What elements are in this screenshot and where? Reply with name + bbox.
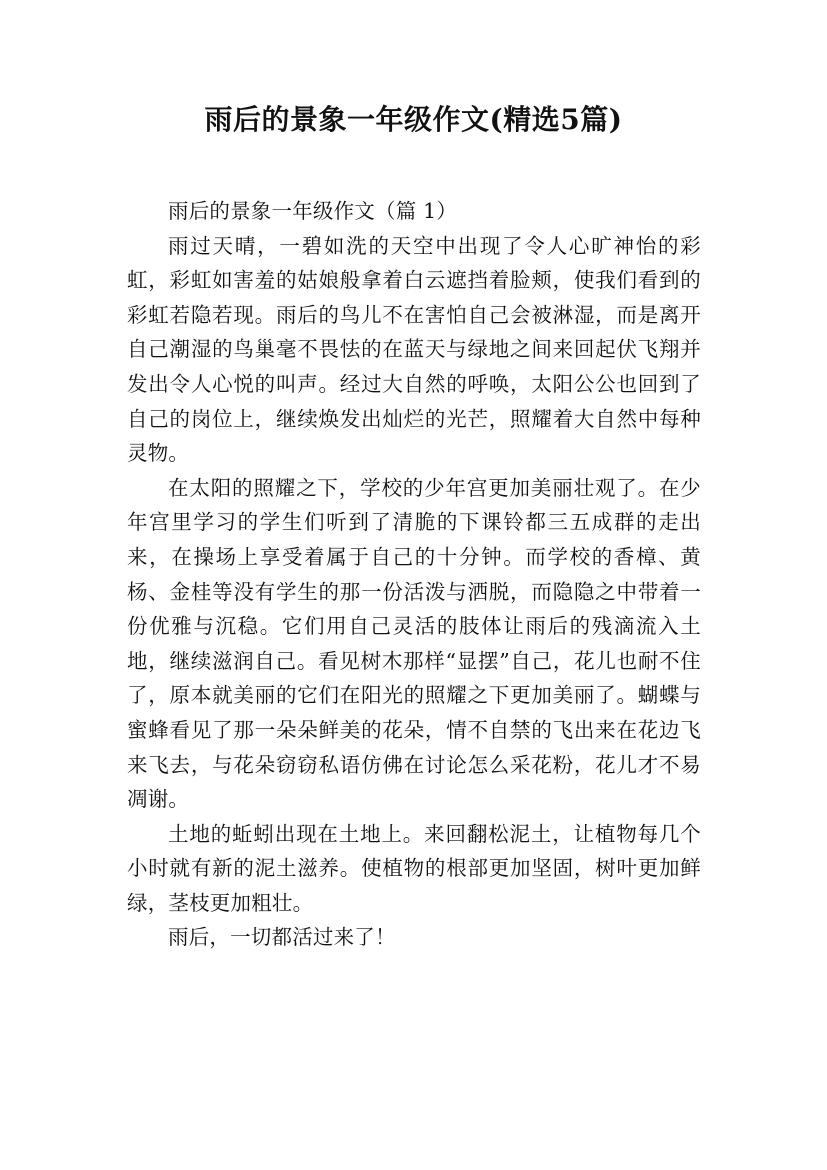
paragraph-3: 土地的蚯蚓出现在土地上。来回翻松泥土，让植物每几个小时就有新的泥土滋养。使植物的根部更加坚固，树叶更加鲜绿，茎枝更加粗壮。 (127, 821, 701, 915)
document-body (127, 194, 701, 955)
paragraph-1: 雨过天晴，一碧如洗的天空中出现了令人心旷神怡的彩虹，彩虹如害羞的姑娘般拿着白云遮挡着脸颊，使我们看到的彩虹若隐若现。雨后的鸟儿不在害怕自己会被淋湿，而是离开自己潮湿的鸟巢毫不畏怯的在蓝天与绿地之间来回起伏飞翔并发出令人心悦的叫声。经过大自然的呼唤，太阳公公也回到了自己的岗位上，继续焕发出灿烂的光芒，照耀着大自然中每种灵物。 (127, 233, 701, 466)
document-title: 雨后的景象一年级作文(精选5篇) (204, 103, 623, 136)
section-heading: 雨后的景象一年级作文（篇 1） (168, 199, 458, 223)
paragraph-2: 在太阳的照耀之下，学校的少年宫更加美丽壮观了。在少年宫里学习的学生们听到了清脆的下课铃都三五成群的走出来，在操场上享受着属于自己的十分钟。而学校的香樟、黄杨、金桂等没有学生的那一份活泼与洒脱，而隐隐之中带着一份优雅与沉稳。它们用自己灵活的肢体让雨后的残滴流入土地，继续滋润自己。看见树木那样“显摆”自己，花儿也耐不住了，原本就美丽的它们在阳光的照耀之下更加美丽了。蝴蝶与蜜蜂看见了那一朵朵鲜美的花朵，情不自禁的飞出来在花边飞来飞去，与花朵窃窃私语仿佛在讨论怎么采花粉，花儿才不易凋谢。 (127, 475, 701, 812)
paragraph-4: 雨后，一切都活过来了！ (168, 925, 396, 950)
